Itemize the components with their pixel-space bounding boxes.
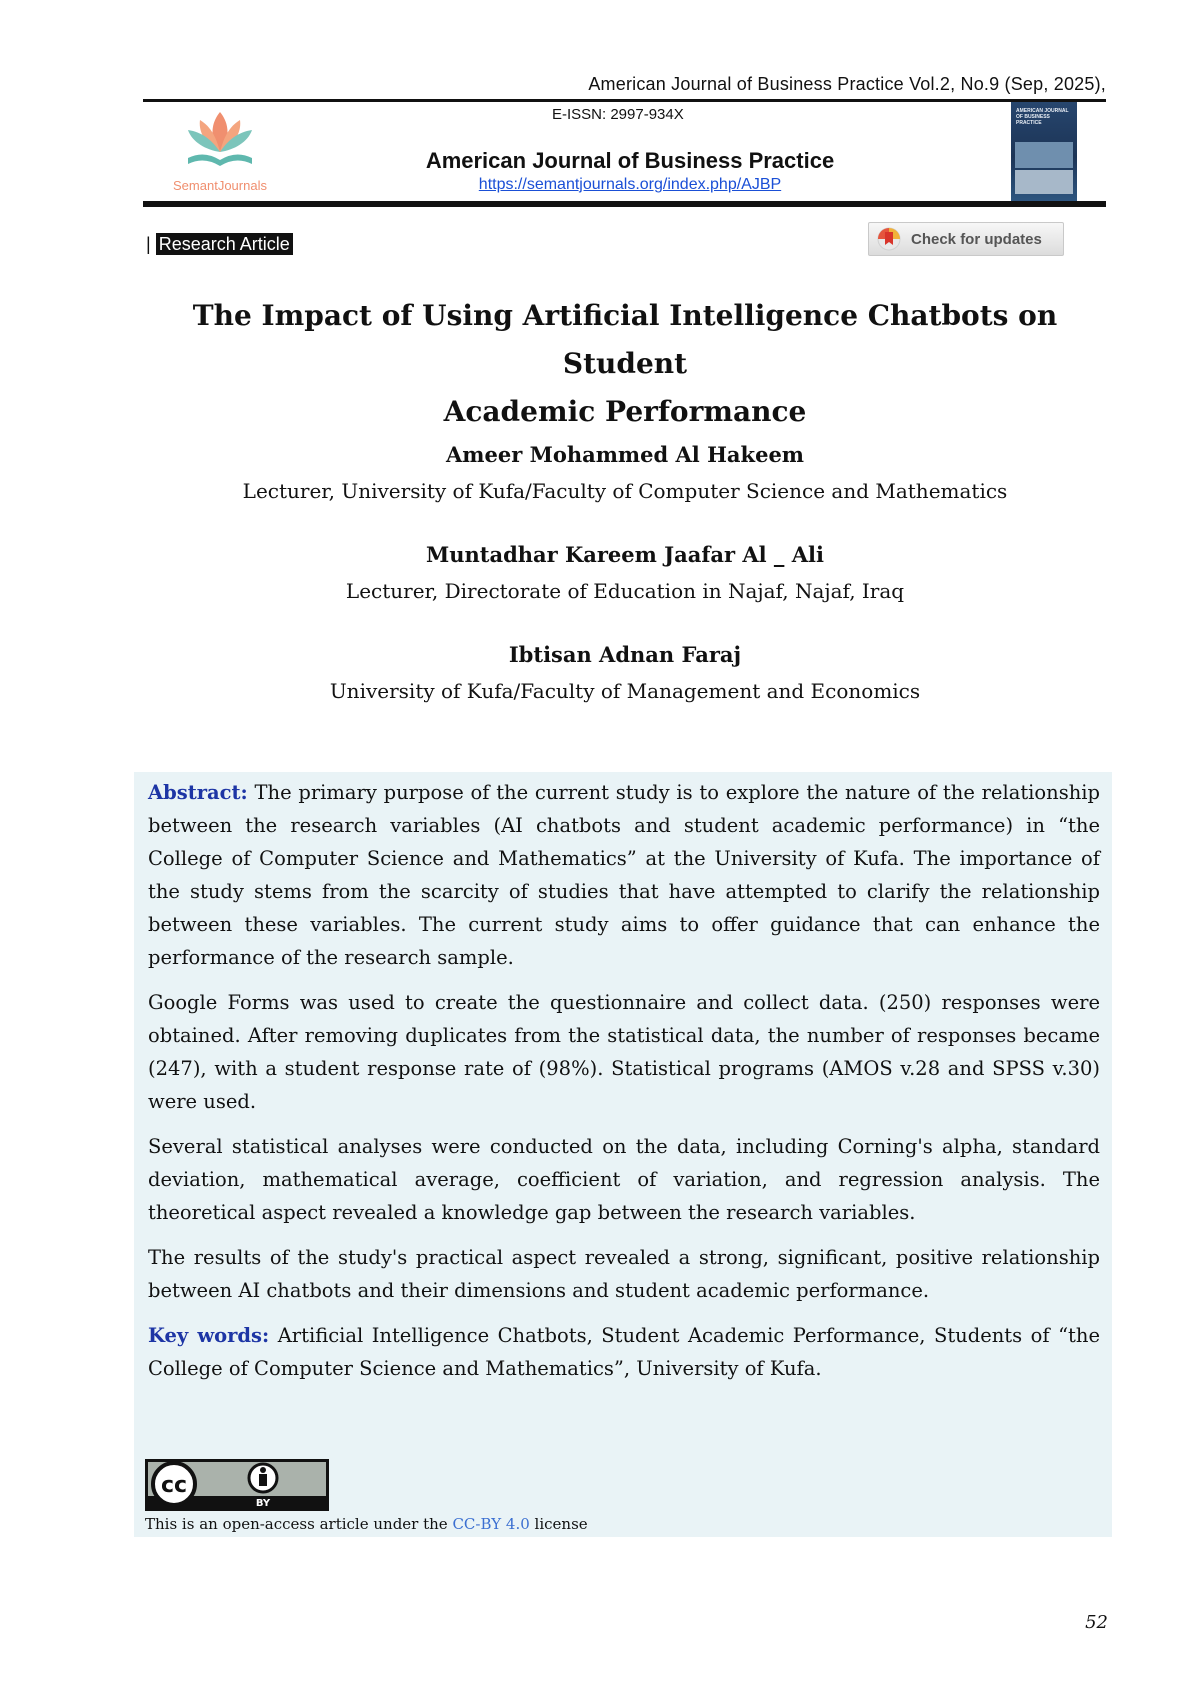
keywords-label: Key words: [148,1324,270,1347]
cover-title: AMERICAN JOURNAL OF BUSINESS PRACTICE [1016,108,1069,126]
abstract-p1-text: The primary purpose of the current study is to explore the nature of the relationship between the research variables (AI chatbots and student academic performance) in “the College of Computer Science and Mathematics” at the University of Kufa. The importance of the study stems from the scarcity of studies that have attempted to clarify the relationship between these variables. The current study aims to offer guidance that can enhance the performance of the research sample. [148,781,1100,969]
article-type-label: Research Article [156,233,293,255]
author-block-2 [140,540,1110,606]
abstract-box [134,772,1112,1537]
cc-badge-text: cc [160,1473,188,1498]
author-affiliation: Lecturer, Directorate of Education in Najaf, Najaf, Iraq [345,579,905,603]
abstract-paragraph-4: The results of the study's practical aspect revealed a strong, significant, positive relationship between AI chatbots and their dimensions and student academic performance. [148,1246,1100,1302]
publisher-logo-text: SemantJournals [173,178,267,193]
article-title [140,292,1110,436]
by-badge-text: BY [255,1498,271,1509]
title-line-2: Academic Performance [443,395,807,428]
check-for-updates-label: Check for updates [911,230,1042,248]
abstract-label: Abstract: [148,781,248,804]
check-for-updates-button[interactable] [868,222,1064,256]
running-head: American Journal of Business Practice Vol.2, No.9 (Sep, 2025), [588,74,1106,94]
lotus-book-icon [180,106,260,176]
license-link[interactable]: CC-BY 4.0 [452,1515,530,1533]
license-prefix: This is an open-access article under the [145,1515,453,1533]
author-block-3 [140,640,1110,706]
abstract-paragraph-2: Google Forms was used to create the questionnaire and collect data. (250) responses were obtained. After removing duplicates from the statistical data, the number of responses became (247), with a student response rate of (98%). Statistical programs (AMOS v.28 and SPSS v.30) were used. [148,991,1100,1113]
license-suffix: license [529,1515,588,1533]
keywords [148,1319,1100,1385]
author-name: Muntadhar Kareem Jaafar Al _ Ali [425,542,824,567]
author-affiliation: Lecturer, University of Kufa/Faculty of Computer Science and Mathematics [242,479,1008,503]
article-type [146,234,293,255]
header-bottom-rule [143,201,1106,207]
eissn: E-ISSN: 2997-934X [552,106,684,123]
keywords-text: Artificial Intelligence Chatbots, Student Academic Performance, Students of “the College of Computer Science and Mathematics”, University of Kufa. [148,1324,1100,1380]
cover-photo-bottom [1015,170,1073,194]
journal-name: American Journal of Business Practice [425,148,835,173]
title-line-1: The Impact of Using Artificial Intelligence Chatbots on Student [192,299,1058,380]
abstract-paragraph-1 [148,776,1100,974]
journal-url-link[interactable]: https://semantjournals.org/index.php/AJBP [478,176,782,193]
author-name: Ameer Mohammed Al Hakeem [445,442,805,467]
article-type-separator: | [146,234,151,254]
publisher-logo [156,106,284,198]
bookmark-icon [877,227,901,251]
cc-by-license-badge[interactable] [145,1459,329,1511]
license-note [145,1515,588,1533]
header-top-rule [143,99,1106,102]
cover-photo-top [1015,142,1073,168]
abstract-text [148,776,1100,1397]
abstract-paragraph-3: Several statistical analyses were conducted on the data, including Corning's alpha, standard deviation, mathematical average, coefficient of variation, and regression analysis. The theoretical aspect revealed a knowledge gap between the research variables. [148,1135,1100,1224]
cc-by-icon [145,1459,329,1511]
author-affiliation: University of Kufa/Faculty of Management and Economics [329,679,921,703]
journal-cover-thumbnail [1011,102,1077,202]
author-block-1 [140,440,1110,506]
author-name: Ibtisan Adnan Faraj [508,642,742,667]
page-number: 52 [1085,1612,1108,1633]
